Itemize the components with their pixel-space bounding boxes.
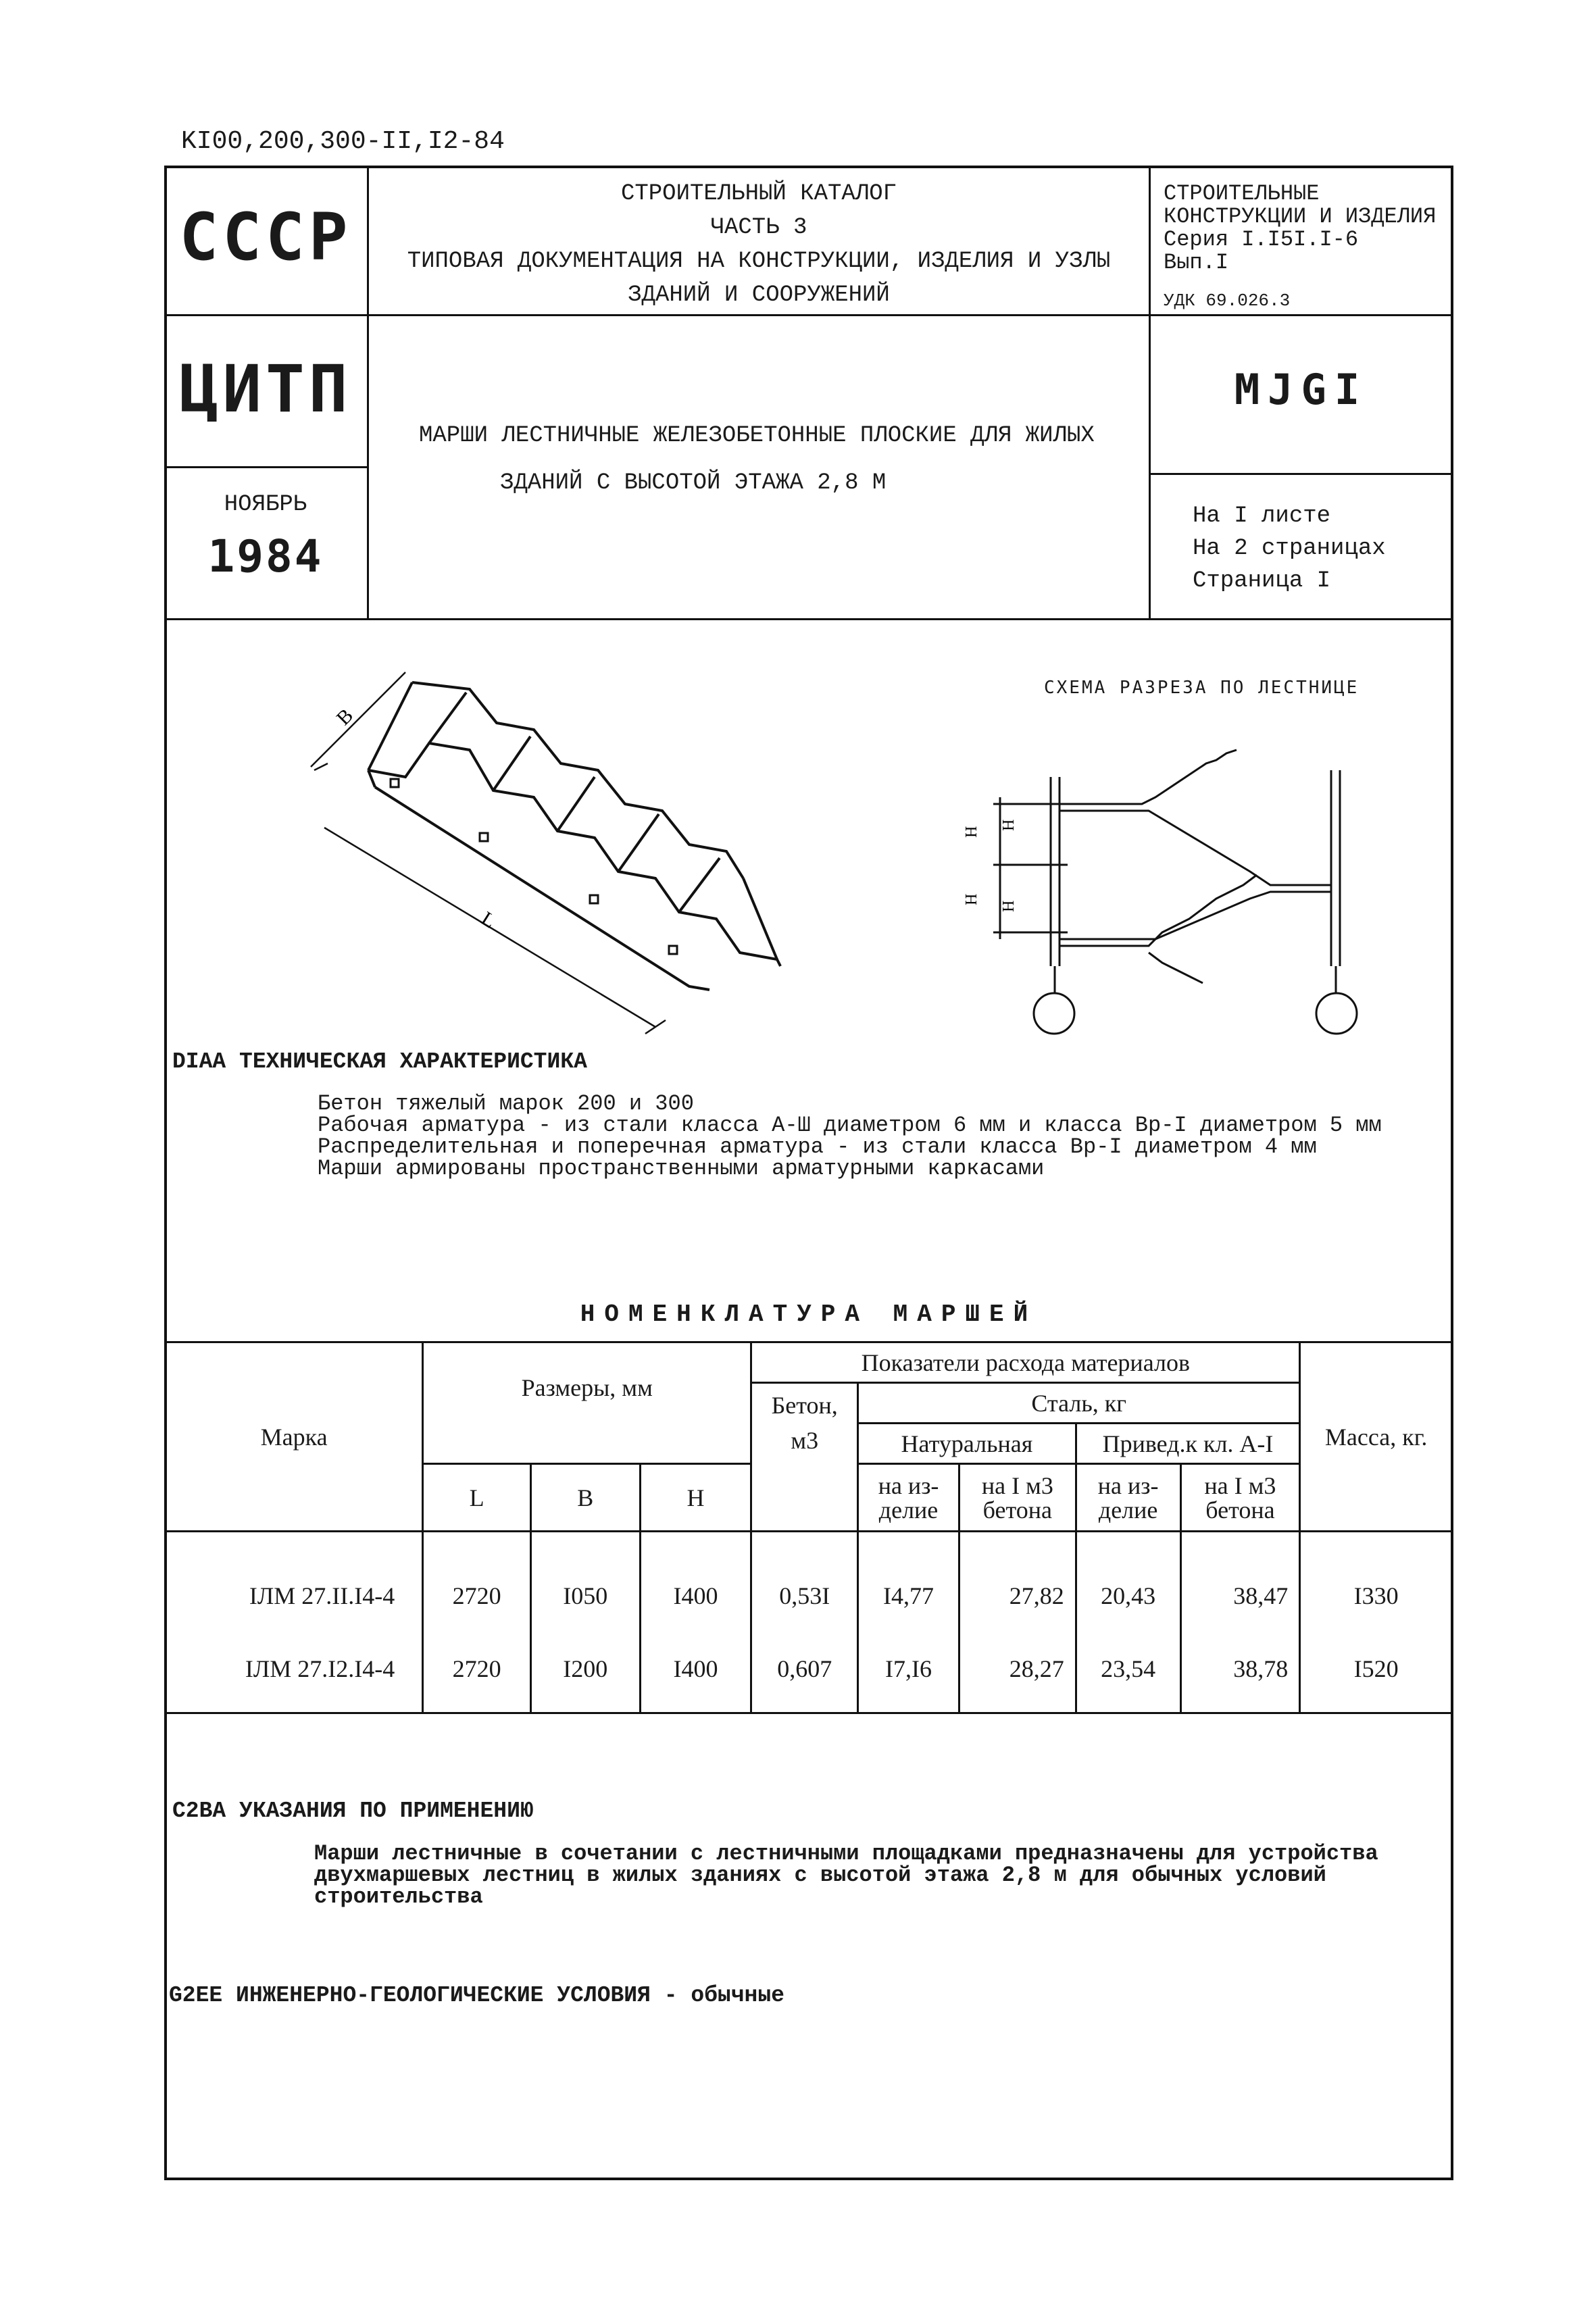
label-h: H [1000,819,1018,831]
table-row [166,1532,1453,1633]
page-number: Страница I [1193,568,1331,594]
header-mass: Масса, кг. [1300,1342,1453,1532]
stair-flight-drawing [297,669,797,1047]
tech-line: Марши армированы пространственными арматурными каркасами [318,1156,1045,1181]
tech-line: Распределительная и поперечная арматура - из стали класса Вр-I диаметром 4 мм [318,1134,1317,1159]
cell-red-m3: 38,78 [1180,1632,1300,1713]
catalog-line: ТИПОВАЯ ДОКУМЕНТАЦИЯ НА КОНСТРУКЦИИ, ИЗДЕЛИЯ И УЗЛЫ [407,249,1111,274]
label-l: L [477,907,500,933]
org-ussr: СССР [179,199,352,275]
header-dims: Размеры, мм [423,1342,751,1464]
header-nat-item: на из-делие [858,1464,959,1532]
page-count: На 2 страницах [1193,536,1386,561]
header-mark: Марка [166,1342,423,1532]
catalog-line: СТРОИТЕЛЬНЫЙ КАТАЛОГ [620,181,897,207]
header-nat-m3: на I м3 бетона [959,1464,1076,1532]
cell-mass: I330 [1300,1532,1453,1633]
document-title [419,412,1095,507]
usage-line: Марши лестничные в сочетании с лестничными площадками предназначены для устройства [314,1841,1378,1866]
cell-nat-item: I4,77 [858,1532,959,1633]
header-h: H [640,1464,751,1532]
series-line: Вып.I [1164,250,1229,275]
cell-mass: I520 [1300,1632,1453,1713]
publication-month: НОЯБРЬ [224,492,307,518]
cell-h: I400 [640,1532,751,1633]
catalog-line: ЗДАНИЙ И СООРУЖЕНИЙ [628,282,890,308]
usage-line: строительства [314,1884,483,1909]
cell-l: 2720 [423,1532,531,1633]
cell-b: I200 [530,1632,640,1713]
header-steel: Сталь, кг [858,1383,1300,1424]
nomenclature-title: НОМЕНКЛАТУРА МАРШЕЙ [580,1301,1038,1328]
tech-line: Рабочая арматура - из стали класса А-Ш диаметром 6 мм и класса Вр-I диаметром 5 мм [318,1113,1382,1138]
label-h: H [963,826,980,838]
scheme-caption: СХЕМА РАЗРЕЗА ПО ЛЕСТНИЦЕ [1044,678,1360,698]
usage-body [314,1843,1378,1908]
cell-red-m3: 38,47 [1180,1532,1300,1633]
cell-mark: IЛМ 27.I2.I4-4 [166,1632,423,1713]
section-scheme [932,730,1378,1040]
sheet-count: На I листе [1193,503,1331,529]
cell-concrete: 0,53I [751,1532,858,1633]
cell-nat-m3: 28,27 [959,1632,1076,1713]
cell-concrete: 0,607 [751,1632,858,1713]
catalog-line: ЧАСТЬ 3 [710,215,807,241]
series-box [1164,182,1447,274]
header-l: L [423,1464,531,1532]
header-red-item: на из-делие [1076,1464,1180,1532]
cell-b: I050 [530,1532,640,1633]
cell-h: I400 [640,1632,751,1713]
sheet-info [1193,500,1386,597]
header-divider [164,618,1453,620]
series-line: КОНСТРУКЦИИ И ИЗДЕЛИЯ [1164,204,1437,229]
cell-nat-m3: 27,82 [959,1532,1076,1633]
header-divider [164,314,1453,316]
label-h: H [963,893,980,905]
title-line: ЗДАНИЙ С ВЫСОТОЙ ЭТАЖА 2,8 М [500,470,887,496]
header-divider [164,466,367,468]
title-line: МАРШИ ЛЕСТНИЧНЫЕ ЖЕЛЕЗОБЕТОННЫЕ ПЛОСКИЕ ДЛЯ ЖИЛЫХ [419,423,1095,449]
tech-body [318,1093,1382,1180]
publication-year: 1984 [207,530,324,582]
geo-conditions: G2EE ИНЖЕНЕРНО-ГЕОЛОГИЧЕСКИЕ УСЛОВИЯ - обычные [169,1983,784,2008]
org-citp: ЦИТП [179,351,352,427]
header-divider [1149,473,1453,475]
header-reduced: Привед.к кл. А-I [1076,1424,1300,1464]
cell-red-item: 20,43 [1076,1532,1180,1633]
usage-heading: C2BA УКАЗАНИЯ ПО ПРИМЕНЕНИЮ [172,1799,534,1823]
cell-nat-item: I7,I6 [858,1632,959,1713]
tech-line: Бетон тяжелый марок 200 и 300 [318,1091,694,1116]
table-row [166,1632,1453,1713]
header-materials: Показатели расхода материалов [751,1342,1300,1383]
header-red-m3: на I м3 бетона [1180,1464,1300,1532]
document-code: KI00,200,300-II,I2-84 [181,127,505,156]
label-h: H [1000,900,1018,912]
header-concrete: Бетон, м3 [751,1383,858,1532]
udk-code: УДК 69.026.3 [1164,291,1291,311]
series-line: СТРОИТЕЛЬНЫЕ [1164,181,1320,206]
series-line: Серия I.I5I.I-6 [1164,227,1359,252]
cell-mark: IЛМ 27.II.I4-4 [166,1532,423,1633]
nomenclature-table [164,1341,1453,1714]
label-b: B [332,704,358,730]
cell-red-item: 23,54 [1076,1632,1180,1713]
usage-line: двухмаршевых лестниц в жилых зданиях с высотой этажа 2,8 м для обычных условий [314,1863,1326,1888]
header-b: B [530,1464,640,1532]
document-mark: MJGI [1234,365,1368,414]
cell-l: 2720 [423,1632,531,1713]
tech-heading: DIAA ТЕХНИЧЕСКАЯ ХАРАКТЕРИСТИКА [172,1049,587,1074]
header-natural: Натуральная [858,1424,1076,1464]
catalog-title [369,177,1149,312]
